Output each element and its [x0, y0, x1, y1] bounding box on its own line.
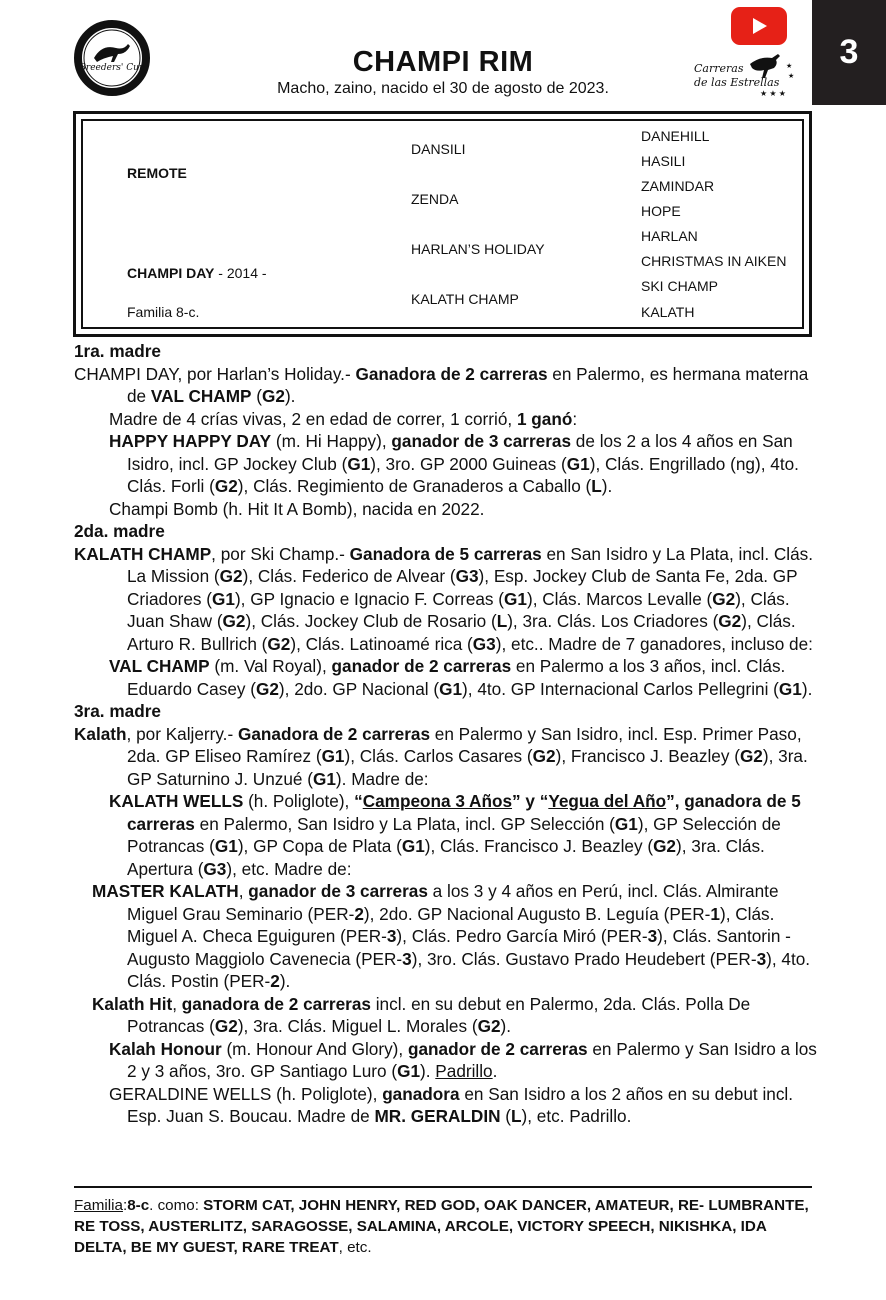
- family-footer: Familia:8-c. como: STORM CAT, JOHN HENRY, RED GOD, OAK DANCER, AMATEUR, RE- LUMBRANTE, RE TOSS, AUSTERLITZ, SARAGOSSE, SALAMINA, ARCOLE, VICTORY SPEECH, NIKISHKA, IDA DELTA, BE MY GUEST, RARE TREAT, etc.: [74, 1197, 809, 1256]
- section-heading-1ra-madre: 1ra. madre: [74, 341, 161, 361]
- svg-text:★ ★ ★: ★ ★ ★: [760, 89, 786, 98]
- entry-kalah-honour: Kalah Honour (m. Honour And Glory), ganador de 2 carreras en Palermo y San Isidro a los 2 y 3 años, 3ro. GP Santiago Luro (G1). Padrillo.: [109, 1038, 817, 1081]
- pedigree-family: Familia 8-c.: [127, 304, 200, 320]
- carreras-de-las-estrellas-logo: [690, 48, 802, 98]
- entry-kalath-champ: KALATH CHAMP, por Ski Champ.- Ganadora de 5 carreras en San Isidro y La Plata, incl. Clás. La Mission (G2), Clás. Federico de Alvear (G3), Esp. Jockey Club de Santa Fe, 2da. GP Criadores (G1), GP Ignacio e Ignacio F. Correas (G1), Clás. Marcos Levalle (G2), Clás. Juan Shaw (G2), Clás. Jockey Club de Rosario (L), 3ra. Clás. Los Criadores (G2), Clás. Arturo R. Bullrich (G2), Clás. Latinoamé rica (G3), etc.. Madre de 7 ganadores, incluso de:: [74, 543, 814, 654]
- youtube-icon[interactable]: [731, 7, 787, 45]
- entry-kalath-hit: Kalath Hit, ganadora de 2 carreras incl. en su debut en Palermo, 2da. Clás. Polla De Potrancas (G2), 3ra. Clás. Miguel L. Morales (G2).: [92, 993, 751, 1036]
- page-number: 3: [839, 33, 859, 71]
- entry-champi-day: CHAMPI DAY, por Harlan’s Holiday.- Ganadora de 2 carreras en Palermo, es hermana materna de VAL CHAMP (G2).: [74, 363, 809, 406]
- pedigree-gen2: DANSILI: [411, 141, 466, 157]
- section-heading-2da-madre: 2da. madre: [74, 521, 165, 541]
- svg-text:★: ★: [786, 63, 793, 70]
- pedigree-gen3: HASILI: [641, 153, 686, 169]
- pedigree-gen3: ZAMINDAR: [641, 178, 715, 194]
- logo-line2: de las Estrellas: [694, 76, 780, 89]
- pedigree-gen2: ZENDA: [411, 191, 459, 207]
- svg-text:★: ★: [788, 73, 795, 80]
- logo-line1: Carreras: [694, 62, 744, 75]
- seal-text: Breeders' Cup: [79, 63, 145, 73]
- page-number-tab: [812, 0, 886, 105]
- entry-val-champ: VAL CHAMP (m. Val Royal), ganador de 2 carreras en Palermo a los 3 años, incl. Clás. Eduardo Casey (G2), 2do. GP Nacional (G1), 4to. GP Internacional Carlos Pellegrini (G1).: [109, 656, 813, 699]
- page-title: CHAMPI RIM: [352, 46, 534, 78]
- horse-description: Macho, zaino, nacido el 30 de agosto de 2023.: [277, 80, 609, 97]
- divider: [74, 1186, 812, 1188]
- pedigree-dam: CHAMPI DAY - 2014 -: [127, 265, 267, 281]
- pedigree-gen2: HARLAN’S HOLIDAY: [411, 241, 545, 257]
- pedigree-sire: REMOTE: [127, 165, 187, 181]
- entry-geraldine-wells: GERALDINE WELLS (h. Poliglote), ganadora en San Isidro a los 2 años en su debut incl. Esp. Juan S. Boucau. Madre de MR. GERALDIN (L), etc. Padrillo.: [109, 1083, 794, 1126]
- pedigree-gen3: HOPE: [641, 203, 681, 219]
- section-heading-3ra-madre: 3ra. madre: [74, 701, 161, 721]
- pedigree-gen2: KALATH CHAMP: [411, 291, 519, 307]
- entry-champi-bomb: Champi Bomb (h. Hit It A Bomb), nacida en 2022.: [109, 498, 485, 519]
- entry-happy-happy-day: HAPPY HAPPY DAY (m. Hi Happy), ganador de 3 carreras de los 2 a los 4 años en San Isidro, incl. GP Jockey Club (G1), 3ro. GP 2000 Guineas (G1), Clás. Engrillado (ng), 4to. Clás. Forli (G2), Clás. Regimiento de Granaderos a Caballo (L).: [109, 431, 799, 496]
- entry-master-kalath: MASTER KALATH, ganador de 3 carreras a los 3 y 4 años en Perú, incl. Clás. Almirante Miguel Grau Seminario (PER-2), 2do. GP Nacional Augusto B. Leguía (PER-1), Clás. Miguel A. Checa Eguiguren (PER-3), Clás. Pedro García Miró (PER-3), Clás. Santorin - Augusto Maggiolo Cavenecia (PER-3), 3ro. Clás. Gustavo Prado Heudebert (PER-3), 4to. Clás. Postin (PER-2).: [92, 881, 811, 991]
- entry-kalath-wells: KALATH WELLS (h. Poliglote), “Campeona 3 Años” y “Yegua del Año”, ganadora de 5 carreras en Palermo, San Isidro y La Plata, incl. GP Selección (G1), GP Selección de Potrancas (G1), GP Copa de Plata (G1), Clás. Francisco J. Beazley (G2), 3ra. Clás. Apertura (G3), etc. Madre de:: [109, 791, 801, 879]
- pedigree-gen3: SKI CHAMP: [641, 278, 719, 294]
- dam-line-text: [74, 340, 819, 1128]
- pedigree-gen3: HARLAN: [641, 228, 698, 244]
- pedigree-gen3: KALATH: [641, 304, 695, 320]
- breeders-cup-seal-icon: [74, 20, 150, 96]
- pedigree-gen3: CHRISTMAS IN AIKEN: [641, 253, 787, 269]
- pedigree-gen3: DANEHILL: [641, 128, 710, 144]
- entry-produce-summary: Madre de 4 crías vivas, 2 en edad de correr, 1 corrió, 1 ganó:: [109, 408, 578, 429]
- entry-kalath: Kalath, por Kaljerry.- Ganadora de 2 carreras en Palermo y San Isidro, incl. Esp. Primer Paso, 2da. GP Eliseo Ramírez (G1), Clás. Carlos Casares (G2), Francisco J. Beazley (G2), 3ra. GP Saturnino J. Unzué (G1). Madre de:: [74, 723, 808, 789]
